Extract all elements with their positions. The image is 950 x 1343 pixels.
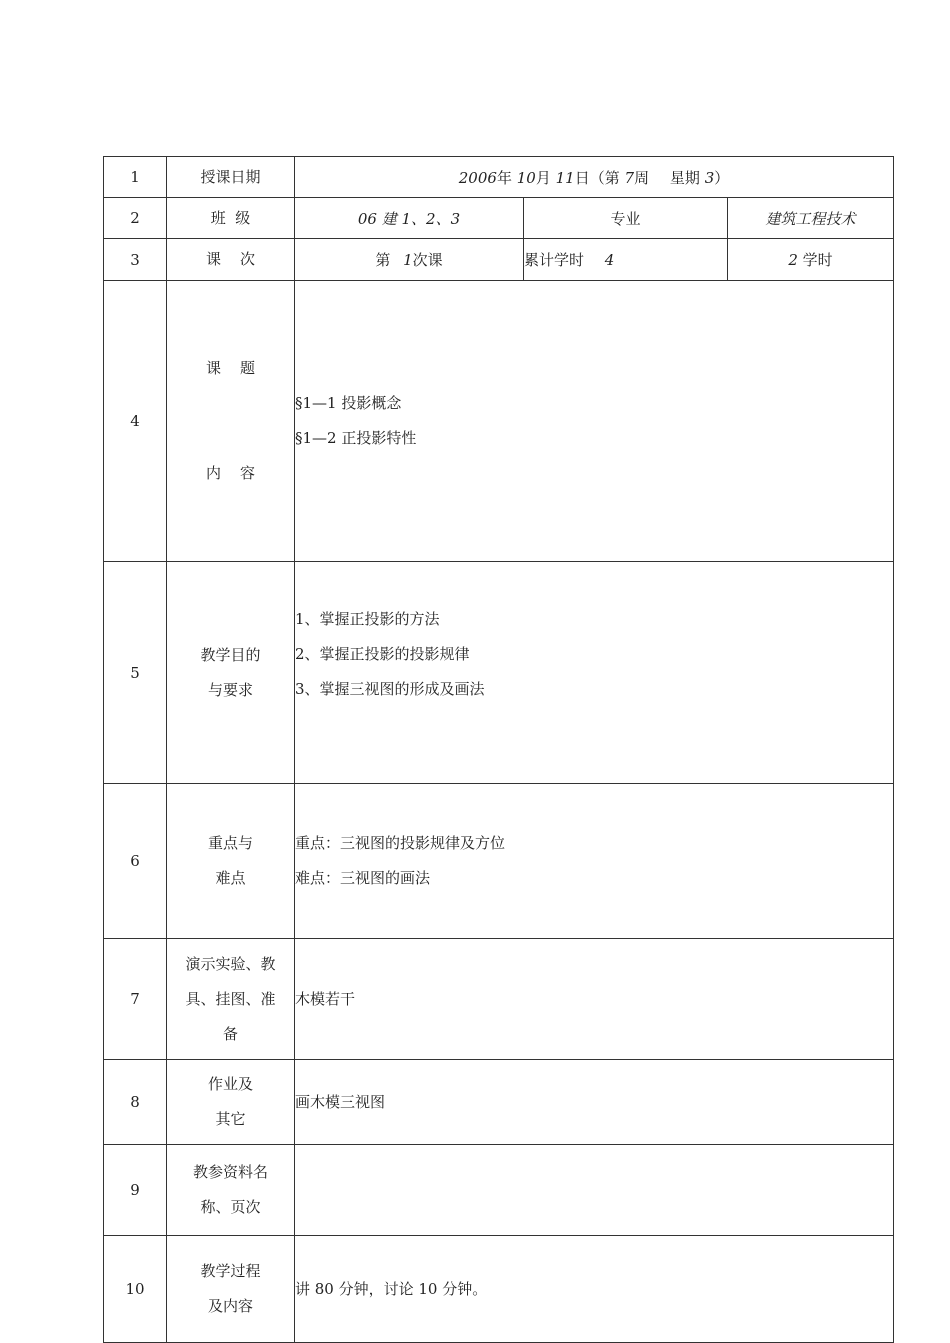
major-value: 建筑工程技术 bbox=[728, 198, 894, 239]
references-label-line: 称、页次 bbox=[200, 1198, 261, 1216]
process-label-line: 教学过程 bbox=[200, 1262, 261, 1280]
date-weekday-label: 星期 bbox=[669, 168, 700, 187]
row-number: 1 bbox=[104, 157, 167, 198]
process-label bbox=[167, 1236, 295, 1343]
homework-label-line: 作业及 bbox=[207, 1075, 253, 1093]
hours bbox=[728, 239, 894, 281]
key-points-label-line: 难点 bbox=[215, 869, 246, 887]
cumulative-hours bbox=[524, 239, 728, 281]
date-year-unit: 年 bbox=[496, 168, 512, 187]
homework-label-line: 其它 bbox=[215, 1110, 246, 1128]
process-label-line: 及内容 bbox=[207, 1297, 253, 1315]
lesson-plan-table bbox=[103, 156, 894, 1343]
class-value: 06 建 1、2、3 bbox=[295, 198, 524, 239]
row-number: 4 bbox=[104, 281, 167, 562]
row-number: 2 bbox=[104, 198, 167, 239]
topic-label-line: 内 容 bbox=[205, 464, 256, 482]
key-points-label bbox=[167, 784, 295, 939]
materials-label-line: 备 bbox=[222, 1024, 238, 1043]
topic-label-line: 课 题 bbox=[205, 359, 256, 377]
session-value bbox=[295, 239, 524, 281]
row-session bbox=[104, 239, 894, 281]
process-content: 讲 80 分钟，讨论 10 分钟。 bbox=[295, 1236, 894, 1343]
date-year: 2006 bbox=[458, 168, 497, 187]
cumulative-value: 4 bbox=[604, 251, 615, 269]
row-number: 6 bbox=[104, 784, 167, 939]
references-label-line: 教参资料名 bbox=[192, 1163, 268, 1181]
row-number: 9 bbox=[104, 1145, 167, 1236]
objective-item: 1、掌握正投影的方法 bbox=[295, 610, 440, 628]
difficulty-item: 难点：三视图的画法 bbox=[295, 869, 431, 887]
materials-label bbox=[167, 939, 295, 1060]
row-number: 10 bbox=[104, 1236, 167, 1343]
materials-label-line: 具、挂图、准 bbox=[185, 989, 276, 1008]
homework-label bbox=[167, 1060, 295, 1145]
date-paren-open: （第 bbox=[589, 168, 620, 187]
row-key-points bbox=[104, 784, 894, 939]
row-date bbox=[104, 157, 894, 198]
references-label bbox=[167, 1145, 295, 1236]
row-number: 8 bbox=[104, 1060, 167, 1145]
date-day-unit: 日 bbox=[574, 168, 590, 187]
date-week-unit: 周 bbox=[634, 168, 650, 187]
topic-label bbox=[167, 281, 295, 562]
hours-value: 2 bbox=[788, 251, 798, 269]
key-point-item: 重点：三视图的投影规律及方位 bbox=[295, 834, 506, 852]
session-prefix: 第 bbox=[375, 251, 391, 269]
objective-item: 2、掌握正投影的投影规律 bbox=[295, 645, 470, 663]
hours-unit: 学时 bbox=[802, 251, 833, 269]
date-value bbox=[295, 157, 894, 198]
references-content bbox=[295, 1145, 894, 1236]
objectives-content bbox=[295, 562, 894, 784]
materials-content: 木模若干 bbox=[295, 939, 894, 1060]
date-paren-close: ） bbox=[714, 168, 730, 187]
date-week: 7 bbox=[624, 168, 635, 187]
row-references bbox=[104, 1145, 894, 1236]
row-class bbox=[104, 198, 894, 239]
topic-content bbox=[295, 281, 894, 562]
cumulative-label: 累计学时 bbox=[524, 251, 585, 269]
row-process bbox=[104, 1236, 894, 1343]
topic-item: §1—1 投影概念 bbox=[295, 394, 402, 412]
date-day: 11 bbox=[555, 168, 575, 187]
row-materials bbox=[104, 939, 894, 1060]
objectives-label bbox=[167, 562, 295, 784]
key-points-label-line: 重点与 bbox=[207, 834, 253, 852]
row-objectives bbox=[104, 562, 894, 784]
class-label: 班 级 bbox=[167, 198, 295, 239]
objectives-label-line: 教学目的 bbox=[200, 645, 261, 664]
materials-label-line: 演示实验、教 bbox=[185, 954, 276, 973]
major-label: 专业 bbox=[524, 198, 728, 239]
row-homework bbox=[104, 1060, 894, 1145]
objectives-label-line: 与要求 bbox=[207, 680, 253, 699]
date-label: 授课日期 bbox=[167, 157, 295, 198]
objective-item: 3、掌握三视图的形成及画法 bbox=[295, 680, 485, 698]
row-number: 3 bbox=[104, 239, 167, 281]
homework-content: 画木模三视图 bbox=[295, 1060, 894, 1145]
row-topic bbox=[104, 281, 894, 562]
date-month-unit: 月 bbox=[535, 168, 551, 187]
row-number: 5 bbox=[104, 562, 167, 784]
topic-item: §1—2 正投影特性 bbox=[295, 429, 417, 447]
session-number: 1 bbox=[403, 251, 413, 269]
date-month: 10 bbox=[516, 168, 536, 187]
session-suffix: 次课 bbox=[412, 251, 443, 269]
key-points-content bbox=[295, 784, 894, 939]
row-number: 7 bbox=[104, 939, 167, 1060]
session-label: 课 次 bbox=[167, 239, 295, 281]
date-weekday: 3 bbox=[704, 168, 715, 187]
